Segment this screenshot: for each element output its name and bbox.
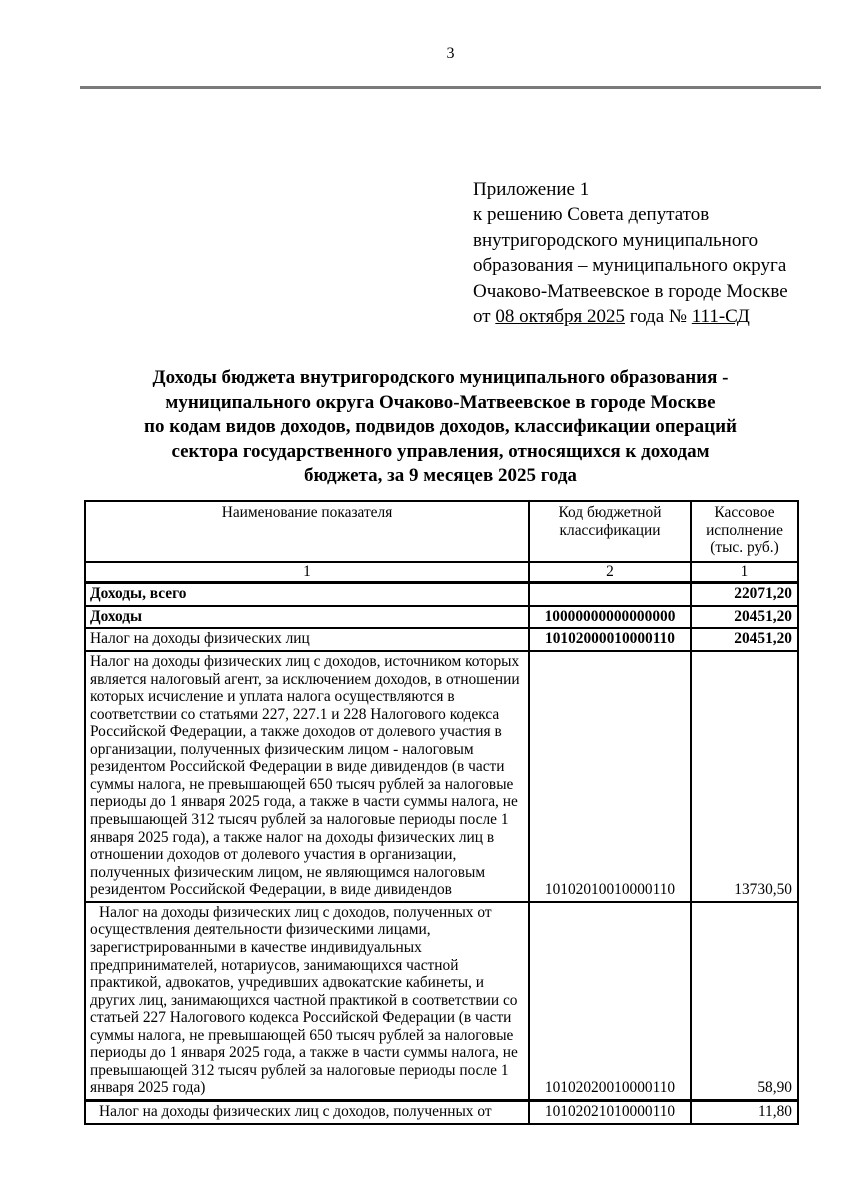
row-name: Налог на доходы физических лиц с доходов, источником которых является налоговый агент, за исключением доходов, в отношении которых исчисление и уплата налога осуществляются в соответствии со статьями 227, 227.1 и 228 Налогового кодекса Российской Федерации, а также доходов от долевого участия в организации, полученных физическим лицом - налоговым резидентом Российской Федерации в виде дивидендов (в части суммы налога, не превышающей 650 тысяч рублей за налоговые периоды до 1 января 2025 года, а также в части суммы налога, не превышающей 312 тысяч рублей за налоговые периоды после 1 января 2025 года), а также налог на доходы физических лиц в отношении доходов от долевого участия в организации, полученных физическим лицом, не являющимся налоговым резидентом Российской Федерации, в виде дивидендов	[85, 651, 529, 902]
annex-line-1: Приложение 1	[473, 179, 590, 200]
title-line-3: по кодам видов доходов, подвидов доходов, классификации операций	[144, 416, 737, 437]
annex-line-6	[473, 304, 833, 329]
document-title	[84, 366, 797, 489]
budget-table	[84, 500, 799, 1125]
annex-middle-text: года №	[625, 306, 692, 328]
title-line-1: Доходы бюджета внутригородского муниципального образования -	[152, 367, 729, 388]
row-value: 13730,50	[691, 651, 798, 902]
row-value: 22071,20	[691, 583, 798, 606]
table-row-ndfl-other	[85, 1101, 798, 1124]
row-value: 20451,20	[691, 628, 798, 651]
column-header-code: Код бюджетной классификации	[529, 501, 691, 562]
annex-reference-block	[473, 177, 833, 329]
row-value: 58,90	[691, 902, 798, 1101]
title-line-2: муниципального округа Очаково-Матвеевское в городе Москве	[165, 391, 716, 413]
row-name: Доходы, всего	[85, 583, 529, 606]
table-row-total-income	[85, 583, 798, 606]
annex-line-3: внутригородского муниципального	[473, 229, 759, 251]
title-line-5: бюджета, за 9 месяцев 2025 года	[304, 465, 577, 486]
row-name: Налог на доходы физических лиц с доходов, полученных от	[85, 1101, 529, 1124]
table-header-row	[85, 501, 798, 562]
row-code: 10102010010000110	[529, 651, 691, 902]
row-code: 10102020010000110	[529, 902, 691, 1101]
row-code: 10000000000000000	[529, 606, 691, 629]
row-value: 11,80	[691, 1101, 798, 1124]
annex-date: 08 октября 2025	[495, 306, 625, 328]
annex-date-prefix: от	[473, 306, 496, 328]
annex-line-4: образования – муниципального округа	[473, 255, 787, 277]
column-number-row	[85, 562, 798, 583]
table-row-ndfl-agent	[85, 651, 798, 902]
column-number-1: 1	[85, 562, 529, 583]
table-row-income	[85, 606, 798, 629]
row-name: Доходы	[85, 606, 529, 629]
column-number-2: 2	[529, 562, 691, 583]
row-code: 10102021010000110	[529, 1101, 691, 1124]
table-row-ndfl-entrepreneurs	[85, 902, 798, 1101]
annex-line-5: Очаково-Матвеевское в городе Москве	[473, 280, 788, 302]
column-number-3: 1	[691, 562, 798, 583]
row-name: Налог на доходы физических лиц с доходов, полученных от осуществления деятельности физическими лицами, зарегистрированными в качестве индивидуальных предпринимателей, нотариусов, занимающихся частной практикой, адвокатов, учредивших адвокатские кабинеты, и других лиц, занимающихся частной практикой в соответствии со статьей 227 Налогового кодекса Российской Федерации (в части суммы налога, не превышающей 650 тысяч рублей за налоговые периоды до 1 января 2025 года, а также в части суммы налога, не превышающей 312 тысяч рублей за налоговые периоды после 1 января 2025 года)	[85, 902, 529, 1101]
title-line-4: сектора государственного управления, относящихся к доходам	[171, 440, 710, 462]
annex-line-2: к решению Совета депутатов	[473, 204, 710, 226]
row-name: Налог на доходы физических лиц	[85, 628, 529, 651]
page-number: 3	[446, 45, 455, 62]
column-header-value: Кассовое исполнение (тыс. руб.)	[691, 501, 798, 562]
header-rule	[80, 86, 821, 89]
row-code: 10102000010000110	[529, 628, 691, 651]
row-code	[529, 583, 691, 606]
row-value: 20451,20	[691, 606, 798, 629]
annex-doc-number: 111-СД	[691, 306, 750, 328]
column-header-name: Наименование показателя	[85, 501, 529, 562]
table-row-ndfl	[85, 628, 798, 651]
